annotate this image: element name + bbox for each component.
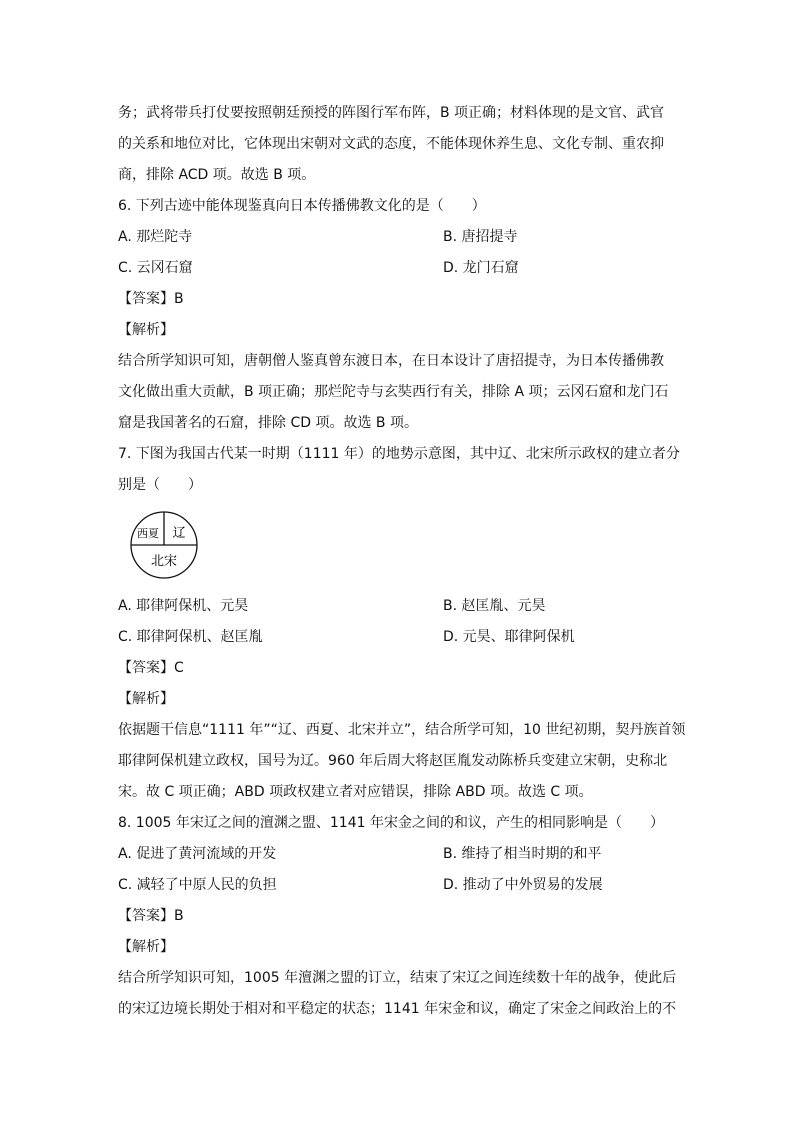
q8-analysis-label: 【解析】 [118,939,174,955]
q6-analysis-line-3: 窟是我国著名的石窟，排除 CD 项。故选 B 项。 [118,415,418,431]
q6-analysis-line-2: 文化做出重大贡献，B 项正确；那烂陀寺与玄奘西行有关，排除 A 项；云冈石窟和龙门石 [118,384,669,400]
q7-option-b: B. 赵匡胤、元昊 [443,598,546,614]
q8-option-c: C. 减轻了中原人民的负担 [118,877,277,893]
q7-analysis-label: 【解析】 [118,691,174,707]
q6-options-row-1 [118,222,678,253]
diagram-label-beisong: 北宋 [150,554,178,569]
q8-option-a: A. 促进了黄河流域的开发 [118,846,277,862]
q7-diagram [118,501,678,591]
q6-option-a: A. 那烂陀寺 [118,229,193,245]
document-page [118,98,686,1025]
q7-analysis-line-3: 宋。故 C 项正确；ABD 项政权建立者对应错误，排除 ABD 项。故选 C 项。 [118,784,593,800]
q8-answer: 【答案】B [118,908,184,924]
q7-option-a: A. 耶律阿保机、元昊 [118,598,249,614]
q8-stem: 8. 1005 年宋辽之间的澶渊之盟、1141 年宋金之间的和议，产生的相同影响是（ ） [118,815,664,831]
q8-options-row-2 [118,870,678,901]
q8-analysis-line-2: 的宋辽边境长期处于相对和平稳定的状态；1141 年宋金和议，确定了宋金之间政治上的不 [118,1001,677,1017]
q7-analysis-line-1: 依据题干信息“1111 年”“辽、西夏、北宋并立”，结合所学可知，10 世纪初期，契丹族首领 [118,722,686,738]
q6-analysis-label: 【解析】 [118,322,174,338]
q6-stem: 6. 下列古迹中能体现鉴真向日本传播佛教文化的是（ ） [118,198,486,214]
q7-option-c: C. 耶律阿保机、赵匡胤 [118,629,263,645]
q7-answer: 【答案】C [118,660,184,676]
q6-option-b: B. 唐招提寺 [443,229,518,245]
q8-option-b: B. 维持了相当时期的和平 [443,846,602,862]
q6-option-c: C. 云冈石窟 [118,260,193,276]
diagram-label-xixia: 西夏 [137,527,159,540]
q6-analysis-line-1: 结合所学知识可知，唐朝僧人鉴真曾东渡日本，在日本设计了唐招提寺，为日本传播佛教 [118,353,664,369]
q7-stem-line-2: 别是（ ） [118,477,202,493]
intro-line-3: 商，排除 ACD 项。故选 B 项。 [118,167,316,183]
intro-line-2: 的关系和地位对比，它体现出宋朝对文武的态度，不能体现休养生息、文化专制、重农抑 [118,136,664,152]
q8-options-row-1 [118,839,678,870]
q7-circle-diagram [128,509,200,581]
q7-analysis-line-2: 耶律阿保机建立政权，国号为辽。960 年后周大将赵匡胤发动陈桥兵变建立宋朝，史称北 [118,753,668,769]
diagram-label-liao: 辽 [172,526,186,541]
q7-option-d: D. 元昊、耶律阿保机 [443,629,575,645]
q6-answer: 【答案】B [118,291,184,307]
q7-options-row-2 [118,622,678,653]
q7-stem-line-1: 7. 下图为我国古代某一时期（1111 年）的地势示意图，其中辽、北宋所示政权的建立者分 [118,446,680,462]
q7-options-row-1 [118,591,678,622]
intro-line-1: 务；武将带兵打仗要按照朝廷预授的阵图行军布阵，B 项正确；材料体现的是文官、武官 [118,105,665,121]
q8-analysis-line-1: 结合所学知识可知，1005 年澶渊之盟的订立，结束了宋辽之间连续数十年的战争，使此后 [118,970,677,986]
q6-options-row-2 [118,253,678,284]
q8-option-d: D. 推动了中外贸易的发展 [443,877,603,893]
q6-option-d: D. 龙门石窟 [443,260,519,276]
